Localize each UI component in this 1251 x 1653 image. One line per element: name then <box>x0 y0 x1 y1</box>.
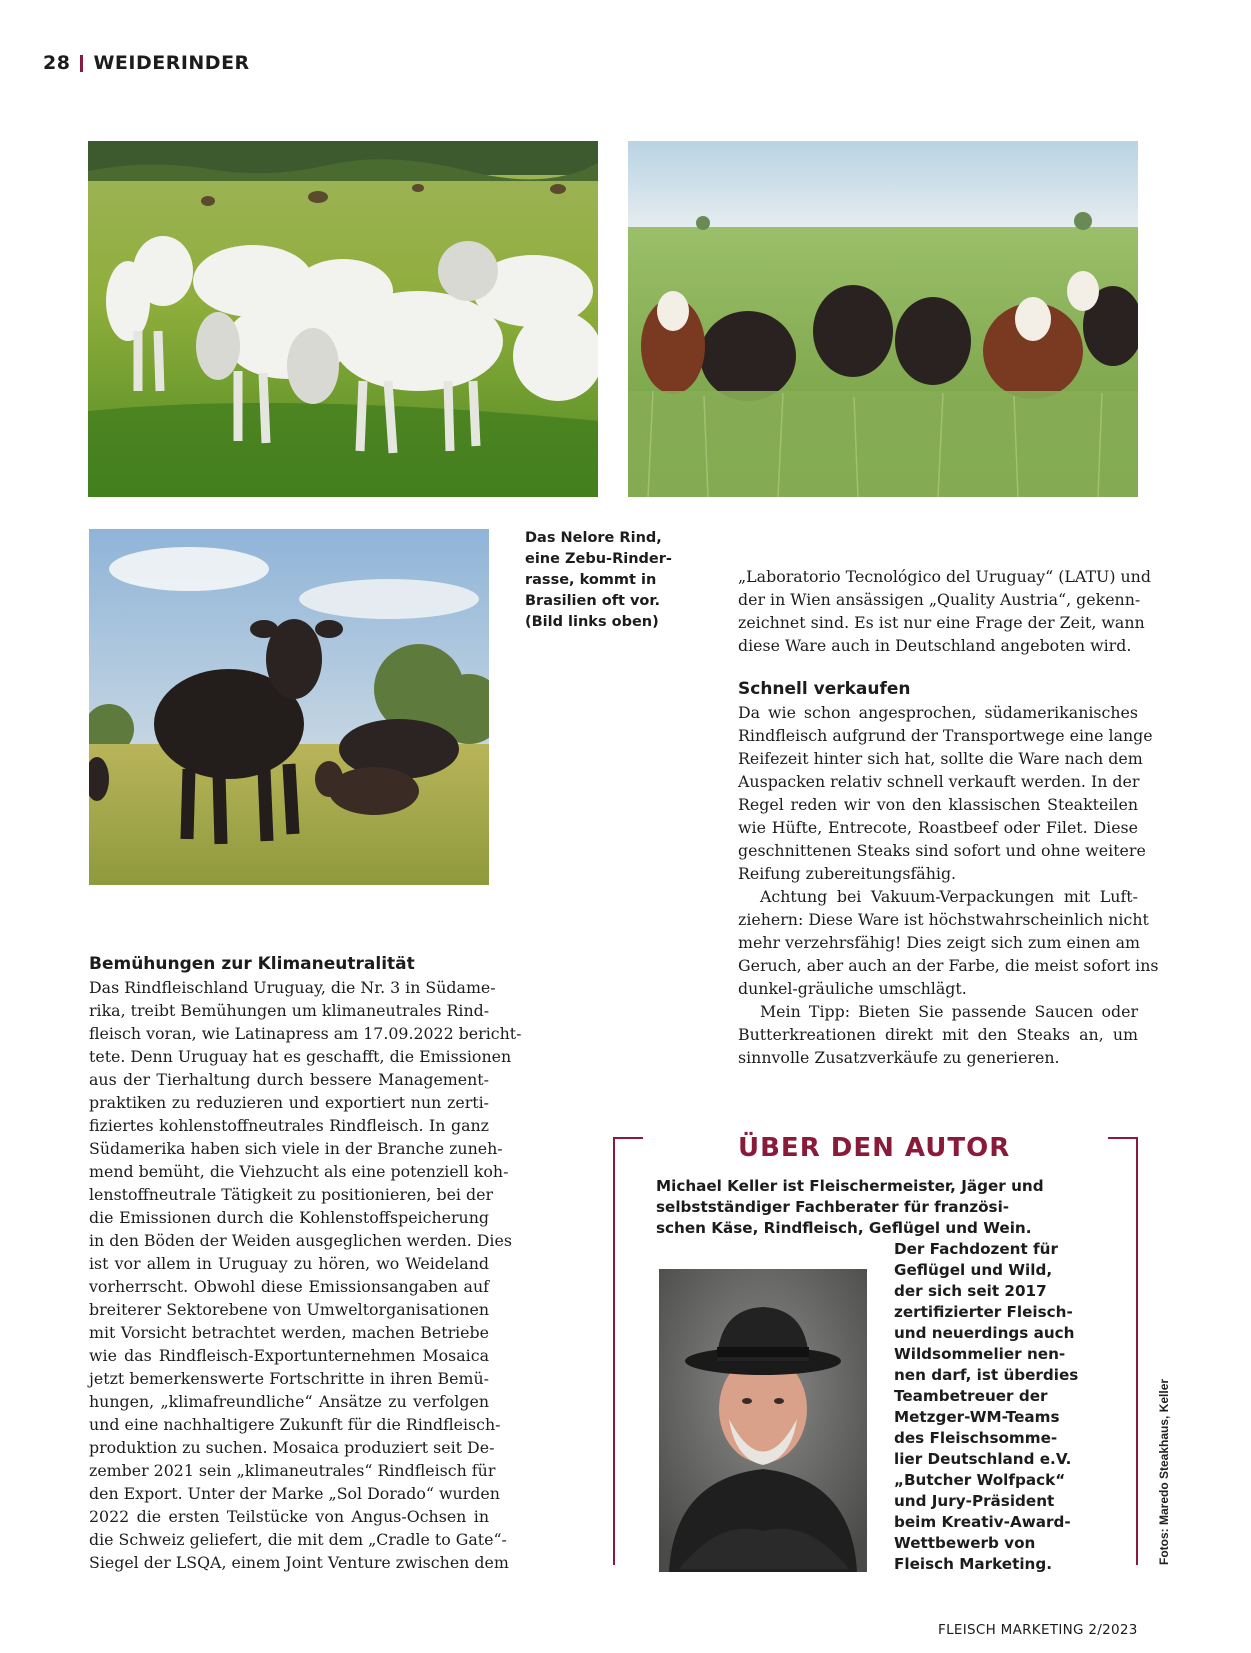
header-separator <box>80 55 83 72</box>
right-article-column-top: „Laboratorio Tecnológico del Uruguay“ (LATU) und der in Wien ansässigen „Quality Austria“, gekenn- zeichnet sind. Es ist nur eine Frage der Zeit, wann diese Ware auch in Deutschland angeboten wird. <box>738 567 1151 655</box>
black-cow-with-calf-photo <box>89 529 489 885</box>
section-heading-schnell-verkaufen: Schnell verkaufen <box>738 679 911 699</box>
author-box-right-bracket <box>1108 1137 1138 1565</box>
left-article-column: Bemühungen zur Klimaneutralität Das Rindfleischland Uruguay, die Nr. 3 in Südame- rika, treibt Bemühungen um klimaneutrales Rind- fleisch voran, wie Latinapress am 17.09.2022 bericht- tete. Denn Uruguay hat es geschafft, die Emissionen aus der Tierhaltung durch bessere Management- praktiken zu reduzieren und exportiert nun zerti- fiziertes kohlenstoffneutrales Rindfleisch. In ganz Südamerika haben sich viele in der Branche zuneh- mend bemüht, die Viehzucht als eine potenziell koh- lenstoffneutrale Tätigkeit zu positionieren, bei der die Emissionen durch die Kohlenstoffspeicherung in den Böden der Weiden ausgeglichen werden. Dies ist vor allem in Uruguay zu hören, wo Weideland vorherrscht. Obwohl diese Emissionsangaben auf breiterer Sektorebene von Umweltorganisationen mit Vorsicht betrachtet werden, machen Betriebe wie das Rindfleisch-Exportunternehmen Mosaica jetzt bemerkenswerte Fortschritte in ihren Bemü- hungen, „klimafreundliche“ Ansätze zu verfolgen und eine nachhaltigere Zukunft für die Rindfleisch- produktion zu suchen. Mosaica produziert seit De- zember 2021 sein „klimaneutrales“ Rindfleisch für den Export. Unter der Marke „Sol Dorado“ wurden 2022 die ersten Teilstücke von Angus-Ochsen in die Schweiz geliefert, die mit dem „Cradle to Gate“- Siegel der LSQA, einem Joint Venture zwischen dem <box>89 954 522 1572</box>
angus-hereford-cattle-photo <box>628 141 1138 497</box>
photo-credit: Fotos: Maredo Steakhaus, Keller <box>1157 1378 1171 1565</box>
section-title: WEIDERINDER <box>93 52 250 74</box>
page-footer <box>938 1622 1138 1638</box>
author-bio: Der Fachdozent für Geflügel und Wild, der sich seit 2017 zertifizierter Fleisch- und neuerdings auch Wildsommelier nen- nen darf, ist überdies Teambetreuer der Metzger-WM-Teams des Fleischsomme- lier Deutschland e.V. „Butcher Wolfpack“ und Jury-Präsident beim Kreativ-Award- Wettbewerb von Fleisch Marketing. <box>894 1240 1079 1573</box>
right-article-column-section: Schnell verkaufen Da wie schon angesprochen, südamerikanisches Rindfleisch aufgrund der Transportwege eine lange Reifezeit hinter sich hat, sollte die Ware nach dem Auspacken relativ schnell verkauft werden. In der Regel reden wir von den klassischen Steakteilen wie Hüfte, Entrecote, Roastbeef oder Filet. Diese geschnittenen Steaks sind sofort und ohne weitere Reifung zubereitungsfähig. Achtung bei Vakuum-Verpackungen mit Luft- ziehern: Diese Ware ist höchstwahrscheinlich nicht mehr verzehrsfähig! Dies zeigt sich zum einen am Geruch, aber auch an der Farbe, die meist sofort ins dunkel-gräuliche umschlägt. Mein Tipp: Bieten Sie passende Saucen oder Butterkreationen direkt mit den Steaks an, um sinnvolle Zusatzverkäufe zu generieren. <box>738 679 1159 1067</box>
nelore-cattle-photo <box>88 141 598 497</box>
magazine-name: FLEISCH MARKETING <box>938 1622 1084 1638</box>
page-number: 28 <box>43 52 71 74</box>
issue-number: 2/2023 <box>1088 1622 1138 1638</box>
section-heading-klimaneutralitaet: Bemühungen zur Klimaneutralität <box>89 954 415 974</box>
author-portrait <box>659 1269 867 1572</box>
photo-caption: Das Nelore Rind, eine Zebu-Rinder- rasse, kommt in Brasilien oft vor. (Bild links oben) <box>525 530 672 630</box>
author-intro: Michael Keller ist Fleischermeister, Jäger und selbstständiger Fachberater für französi- schen Käse, Rindfleisch, Geflügel und Wein. <box>656 1177 1044 1237</box>
author-box-title: ÜBER DEN AUTOR <box>738 1133 1011 1163</box>
author-box-left-bracket <box>613 1137 643 1565</box>
page-header <box>43 52 250 74</box>
